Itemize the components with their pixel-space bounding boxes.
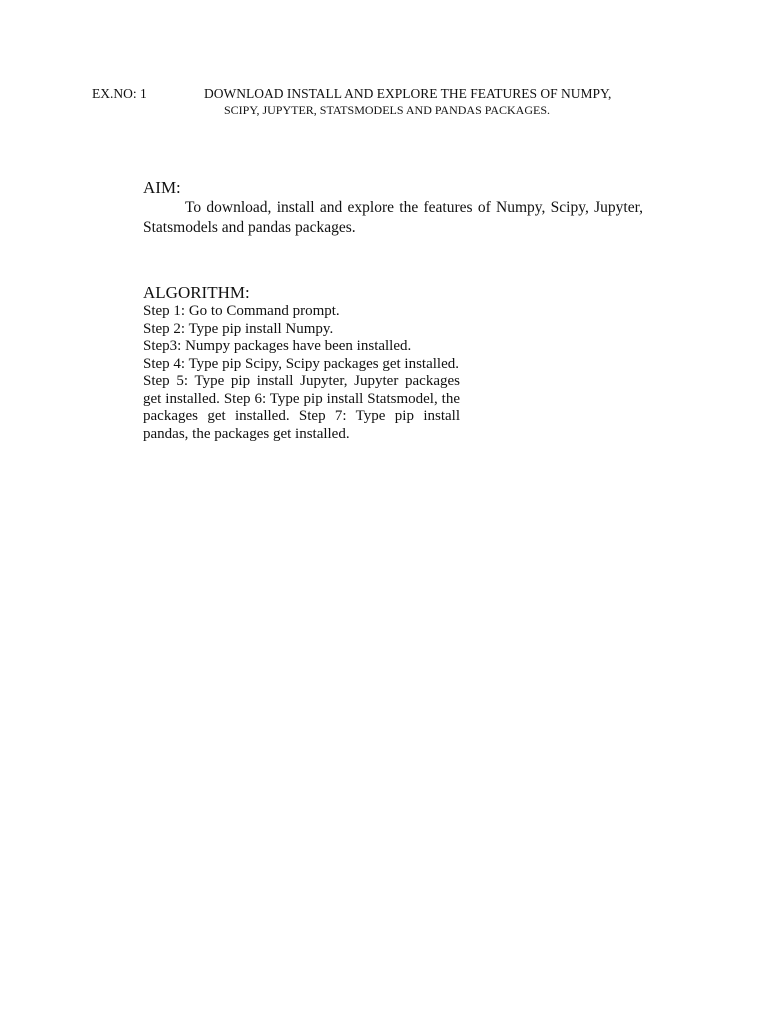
algorithm-steps-list [143, 303, 459, 373]
aim-body: To download, install and explore the features of Numpy, Scipy, Jupyter, Statsmodels and pandas packages. [143, 199, 643, 236]
aim-heading: AIM: [143, 178, 181, 197]
algorithm-steps-paragraph: Step 5: Type pip install Jupyter, Jupyter packages get installed. Step 6: Type pip install Statsmodel, the packages get installed. Step 7: Type pip install pandas, the packages get installed. [143, 373, 460, 442]
algorithm-step-2: Step 2: Type pip install Numpy. [143, 320, 334, 337]
exercise-title-line-2: SCIPY, JUPYTER, STATSMODELS AND PANDAS PACKAGES. [224, 103, 551, 117]
algorithm-step-3: Step3: Numpy packages have been installed. [143, 338, 412, 354]
exercise-number: EX.NO: 1 [92, 86, 147, 101]
algorithm-heading: ALGORITHM: [143, 283, 250, 302]
algorithm-step-1: Step 1: Go to Command prompt. [143, 303, 340, 319]
algorithm-step-4: Step 4: Type pip Scipy, Scipy packages get installed. [143, 355, 459, 372]
exercise-title-line-1: DOWNLOAD INSTALL AND EXPLORE THE FEATURES OF NUMPY, [204, 86, 612, 101]
